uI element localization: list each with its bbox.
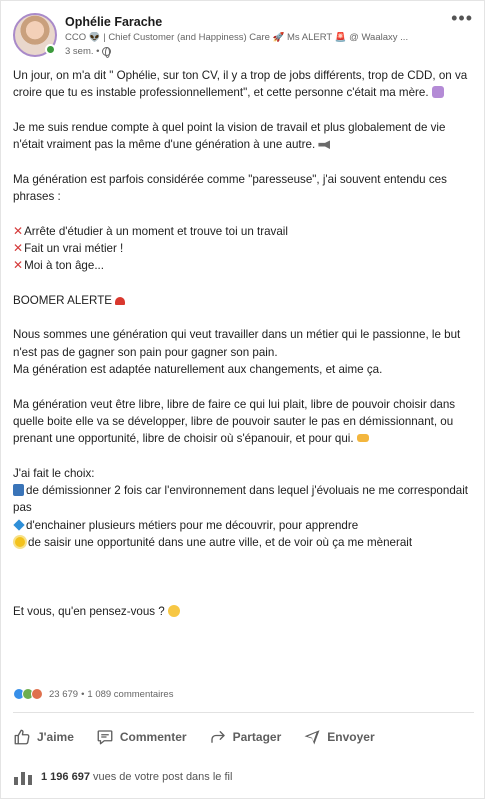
post-views[interactable] (13, 769, 232, 785)
post-paragraph: J'ai fait le choix: (13, 466, 95, 480)
comments-count[interactable]: 1 089 commentaires (87, 688, 174, 700)
post-paragraph: Nous sommes une génération qui veut travailler dans un métier qui le passionne, le but n'est pas de gagner son pain pour gagner son pain. (13, 328, 461, 359)
separator: • (81, 688, 85, 700)
comment-label: Commenter (119, 730, 187, 744)
divider (13, 712, 474, 713)
post-header (13, 8, 473, 61)
send-label: Envoyer (327, 730, 375, 744)
post-paragraph: Ma génération est adaptée naturellement aux changements, et aime ça. (13, 363, 383, 377)
person-shrugging-icon (432, 86, 444, 98)
sun-icon (15, 537, 25, 547)
list-item: Moi à ton âge... (24, 259, 104, 273)
post-time: 3 sem. • (65, 46, 100, 57)
author-name[interactable]: Ophélie Farache (65, 15, 163, 29)
share-arrow-icon (209, 728, 227, 746)
list-item: d'enchainer plusieurs métiers pour me découvrir, pour apprendre (26, 518, 359, 532)
siren-icon (115, 297, 125, 305)
walking-exit-icon (13, 484, 24, 496)
author-avatar[interactable] (13, 13, 57, 57)
reactions-count[interactable]: 23 679 (49, 688, 79, 700)
globe-icon (102, 47, 111, 56)
post-paragraph: Je me suis rendue compte à quel point la vision de travail et plus globalement de vie n'était vraiment pas la même d'une génération à une autre. (13, 120, 446, 152)
more-options-icon[interactable]: ••• (451, 8, 473, 28)
pointing-hand-icon (357, 434, 369, 442)
like-label: J'aime (37, 730, 74, 744)
share-button[interactable] (209, 725, 282, 749)
views-label: vues de votre post dans le fil (93, 771, 233, 783)
megaphone-icon (318, 140, 330, 149)
like-button[interactable] (13, 725, 74, 749)
love-reaction-icon[interactable] (31, 688, 43, 700)
reactions-bar (13, 688, 173, 700)
post-paragraph: Et vous, qu'en pensez-vous ? (13, 605, 165, 619)
author-headline: CCO 👽 | Chief Customer (and Happiness) Care 🚀 Ms ALERT 🚨 @ Waalaxy ... (65, 32, 409, 43)
post-paragraph: Ma génération est parfois considérée comme "paresseuse", j'ai souvent entendu ces phrases : (13, 172, 447, 204)
send-icon (303, 728, 321, 746)
action-bar (13, 725, 474, 749)
blue-diamond-icon (13, 519, 24, 530)
send-button[interactable] (303, 725, 374, 749)
views-count: 1 196 697 (41, 771, 90, 783)
online-status-dot (45, 44, 56, 55)
list-item: Arrête d'étudier à un moment et trouve toi un travail (24, 224, 288, 238)
analytics-bars-icon (13, 769, 33, 785)
cross-mark-icon: ✕ (13, 240, 24, 255)
cross-mark-icon: ✕ (13, 258, 24, 273)
post-paragraph: Un jour, on m'a dit " Ophélie, sur ton CV, il y a trop de jobs différents, trop de CDD, on va croire que tu es instable professionnellement", et cette personne c'était ma mère. (13, 69, 468, 100)
post-meta (65, 46, 111, 57)
share-label: Partager (232, 730, 282, 744)
comment-icon (96, 728, 114, 746)
post-paragraph: Ma génération veut être libre, libre de faire ce qui lui plait, libre de pouvoir choisir dans quelle boite elle va se développer, libre de pouvoir sauter le pas en démissionnant, ou prenant une opportunité, libre de choisir où s'épanouir, et pour qui. (13, 397, 456, 446)
cross-mark-icon: ✕ (13, 223, 24, 238)
post-text (13, 67, 475, 621)
list-item: Fait un vrai métier ! (24, 241, 124, 255)
list-item: de saisir une opportunité dans une autre ville, et de voir où ça me mènerait (28, 536, 413, 550)
smiling-face-icon (168, 605, 180, 617)
post-paragraph: BOOMER ALERTE (13, 293, 113, 307)
list-item: de démissionner 2 fois car l'environnement dans lequel j'évoluais ne me correspondait pas (13, 484, 469, 515)
comment-button[interactable] (96, 725, 187, 749)
thumbs-up-icon (13, 728, 31, 746)
